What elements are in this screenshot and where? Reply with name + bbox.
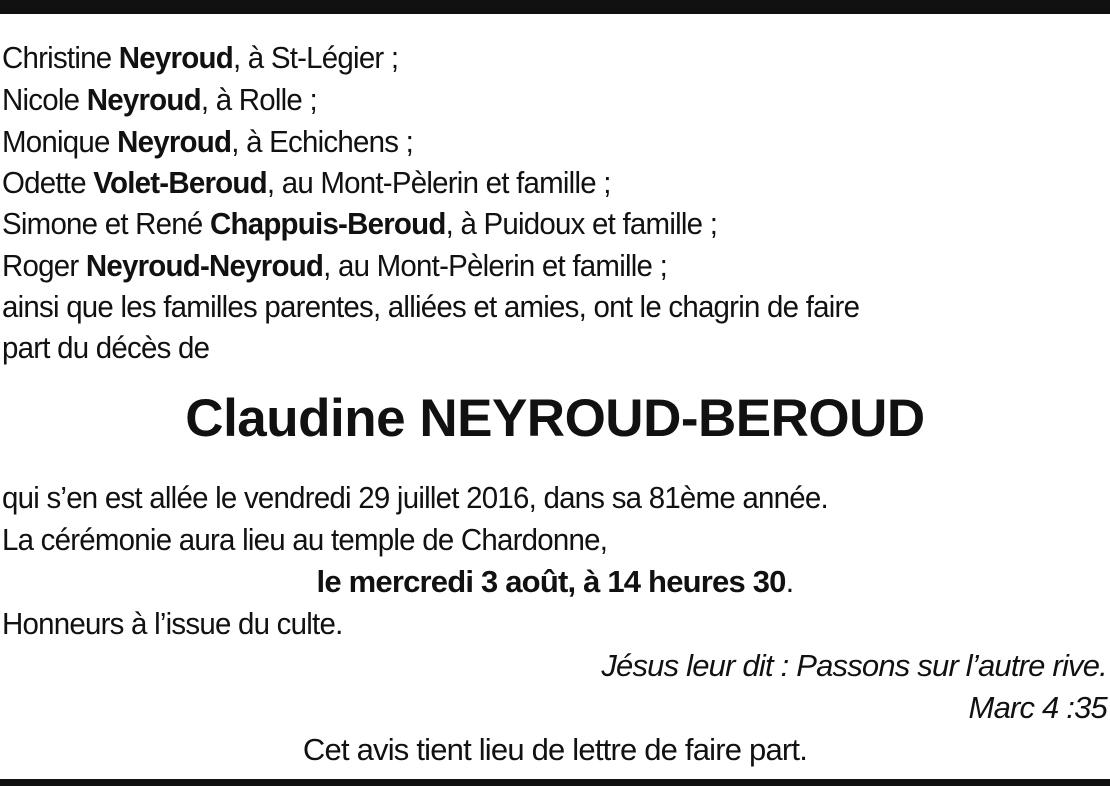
family-line-6: Roger Neyroud-Neyroud, au Mont-Pèlerin et famille ; [2,248,668,283]
honours-line: Honneurs à l’issue du culte. [2,606,343,641]
family-line-3: Monique Neyroud, à Echichens ; [2,124,414,159]
bible-reference: Marc 4 :35 [968,690,1107,725]
bible-quote: Jésus leur dit : Passons sur l’autre rive. [601,648,1107,683]
passing-line: qui s’en est allée le vendredi 29 juillet 2016, dans sa 81ème année. [2,480,828,515]
family-line-2: Nicole Neyroud, à Rolle ; [2,82,317,117]
intro-line-1: ainsi que les familles parentes, alliées et amies, ont le chagrin de faire [2,289,860,324]
family-line-1: Christine Neyroud, à St-Légier ; [2,40,399,75]
ceremony-date: le mercredi 3 août, à 14 heures 30 [316,564,786,599]
ceremony-date-line: le mercredi 3 août, à 14 heures 30. [316,564,794,599]
intro-line-2: part du décès de [2,330,210,365]
deceased-name: Claudine NEYROUD-BEROUD [185,389,925,448]
family-line-4: Odette Volet-Beroud, au Mont-Pèlerin et famille ; [2,165,611,200]
top-border-rule [0,0,1110,14]
ceremony-line: La cérémonie aura lieu au temple de Chardonne, [2,522,608,557]
family-line-5: Simone et René Chappuis-Beroud, à Puidoux et famille ; [2,206,718,241]
notice-line: Cet avis tient lieu de lettre de faire part. [302,732,808,767]
bottom-border-rule [0,779,1110,786]
